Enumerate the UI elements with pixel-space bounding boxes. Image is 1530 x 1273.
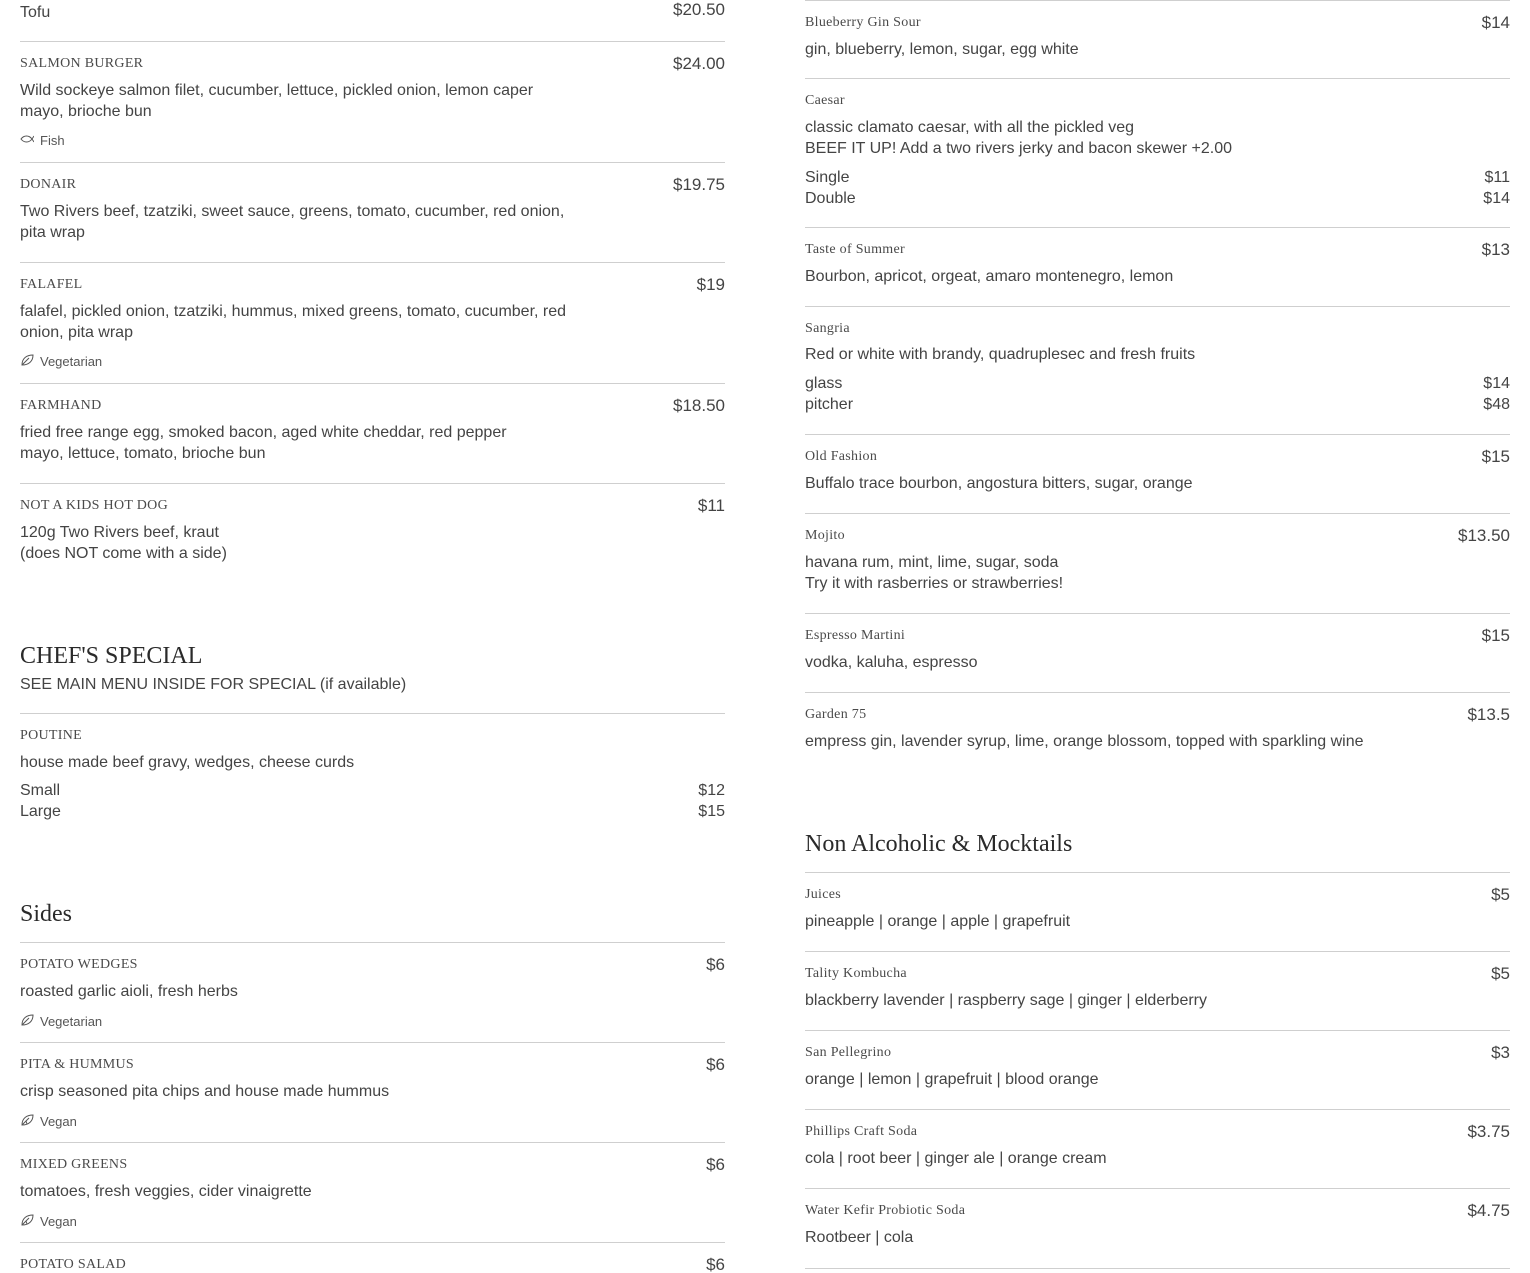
menu-item-garden-75: [805, 692, 1510, 772]
item-description: Bourbon, apricot, orgeat, amaro montenegro, lemon: [805, 268, 1174, 285]
description-line: (does NOT come with a side): [20, 545, 227, 562]
size-options: [20, 780, 725, 822]
item-description: fried free range egg, smoked bacon, aged white cheddar, red pepper mayo, lettuce, tomato, brioche bun: [20, 424, 507, 462]
item-name: Tofu: [20, 4, 51, 21]
item-name: FALAFEL: [20, 277, 83, 292]
variant-row: [20, 801, 725, 822]
menu-item-old-fashion: [805, 434, 1510, 514]
variant-label: Single: [805, 169, 850, 186]
dietary-tag: [20, 1214, 77, 1229]
tag-label: Vegetarian: [40, 1014, 103, 1029]
item-price: $5: [1491, 964, 1510, 983]
description-line: BEEF IT UP! Add a two rivers jerky and bacon skewer +2.00: [805, 140, 1233, 157]
item-description: Rootbeer | cola: [805, 1229, 914, 1246]
menu-item-pita-hummus: [20, 1042, 725, 1143]
menu-item-farmhand: [20, 383, 725, 484]
item-name: NOT A KIDS HOT DOG: [20, 498, 169, 513]
size-options: [805, 167, 1510, 209]
section-title-chefs-special: CHEF'S SPECIAL: [20, 643, 203, 669]
menu-item-water-kefir: [805, 1188, 1510, 1269]
variant-row: [805, 394, 1510, 415]
item-name: Water Kefir Probiotic Soda: [805, 1203, 966, 1218]
item-description: house made beef gravy, wedges, cheese curds: [20, 754, 355, 771]
menu-item-donair: [20, 162, 725, 263]
item-description: cola | root beer | ginger ale | orange cream: [805, 1150, 1107, 1167]
item-description: gin, blueberry, lemon, sugar, egg white: [805, 41, 1079, 58]
leaf-icon: [20, 354, 34, 369]
item-name: Mojito: [805, 528, 845, 543]
item-price: $6: [706, 955, 725, 974]
item-name: SALMON BURGER: [20, 56, 144, 71]
item-name: POUTINE: [20, 728, 82, 743]
menu-item-espresso-martini: [805, 613, 1510, 693]
item-name: DONAIR: [20, 177, 77, 192]
item-price: $20.50: [673, 0, 725, 19]
variant-label: Small: [20, 782, 61, 799]
item-price: $11: [697, 496, 725, 515]
item-name: Garden 75: [805, 707, 867, 722]
item-price: $3: [1491, 1043, 1510, 1062]
item-name: POTATO SALAD: [20, 1257, 127, 1272]
item-name: FARMHAND: [20, 398, 102, 413]
menu-item-falafel: [20, 262, 725, 384]
variant-price: $11: [1484, 169, 1510, 186]
variant-label: glass: [805, 375, 843, 392]
description-line: classic clamato caesar, with all the pickled veg: [805, 119, 1135, 136]
menu-item-poutine: [20, 713, 725, 834]
variant-price: $48: [1483, 396, 1510, 413]
item-name: San Pellegrino: [805, 1045, 892, 1060]
variant-label: Double: [805, 190, 856, 207]
item-name: Taste of Summer: [805, 242, 905, 257]
item-price: $24.00: [673, 54, 725, 73]
variant-row: [20, 780, 725, 801]
menu-item-potato-salad: [20, 1242, 725, 1273]
item-price: $18.50: [673, 396, 725, 415]
menu-item-mixed-greens: [20, 1142, 725, 1243]
menu-item-kombucha: [805, 951, 1510, 1031]
item-name: Old Fashion: [805, 449, 878, 464]
item-name: Blueberry Gin Sour: [805, 15, 921, 30]
menu-item-san-pellegrino: [805, 1030, 1510, 1110]
item-price: $5: [1491, 885, 1510, 904]
item-name: Phillips Craft Soda: [805, 1124, 918, 1139]
leaf-icon: [20, 1014, 34, 1029]
item-description: [805, 552, 1505, 594]
menu-item-salmon-burger: [20, 41, 725, 163]
item-name: Juices: [805, 887, 842, 902]
item-price: $6: [706, 1255, 725, 1273]
section-title-sides: Sides: [20, 901, 73, 927]
item-description: Two Rivers beef, tzatziki, sweet sauce, greens, tomato, cucumber, red onion, pita wrap: [20, 203, 565, 241]
item-description: Red or white with brandy, quadruplesec and fresh fruits: [805, 346, 1196, 363]
dietary-tag: [20, 1014, 102, 1029]
variant-price: $14: [1483, 375, 1510, 392]
item-description: empress gin, lavender syrup, lime, orange blossom, topped with sparkling wine: [805, 733, 1364, 750]
item-price: $13.50: [1458, 526, 1510, 545]
section-subtitle: SEE MAIN MENU INSIDE FOR SPECIAL (if available): [20, 676, 407, 693]
item-price: $19.75: [673, 175, 725, 194]
variant-row: [805, 373, 1510, 394]
size-options: [805, 373, 1510, 415]
item-description: [20, 522, 580, 564]
item-description: [805, 117, 1505, 159]
variant-row: [805, 167, 1510, 188]
item-price: $13.5: [1467, 705, 1510, 724]
item-description: blackberry lavender | raspberry sage | ginger | elderberry: [805, 992, 1207, 1009]
item-price: $14: [1481, 13, 1510, 32]
item-price: $15: [1481, 626, 1510, 645]
item-description: tomatoes, fresh veggies, cider vinaigrette: [20, 1183, 312, 1200]
item-description: Wild sockeye salmon filet, cucumber, lettuce, pickled onion, lemon caper mayo, brioche bun: [20, 82, 534, 120]
item-name: Caesar: [805, 93, 845, 108]
drinks-column: [805, 0, 1510, 1273]
dietary-tag: [20, 354, 102, 369]
description-line: havana rum, mint, lime, sugar, soda: [805, 554, 1059, 571]
dietary-tag: [20, 133, 65, 148]
vegan-leaf-icon: [20, 1214, 34, 1229]
item-description: vodka, kaluha, espresso: [805, 654, 978, 671]
variant-price: $12: [698, 782, 725, 799]
tag-label: Vegan: [40, 1114, 77, 1129]
item-name: PITA & HUMMUS: [20, 1057, 135, 1072]
variant-price: $14: [1483, 190, 1510, 207]
item-name: Espresso Martini: [805, 628, 906, 643]
vegan-leaf-icon: [20, 1114, 34, 1129]
fish-icon: [20, 133, 34, 148]
item-description: Buffalo trace bourbon, angostura bitters, sugar, orange: [805, 475, 1193, 492]
menu-item-tofu: [20, 0, 725, 40]
menu-item-caesar: [805, 78, 1510, 228]
item-description: pineapple | orange | apple | grapefruit: [805, 913, 1071, 930]
item-name: Sangria: [805, 321, 850, 336]
item-price: $19: [696, 275, 725, 294]
item-price: $6: [706, 1155, 725, 1174]
menu-item-hot-dog: [20, 483, 725, 594]
menu-item-juices: [805, 872, 1510, 952]
menu-item-sangria: [805, 306, 1510, 435]
menu-item-taste-of-summer: [805, 227, 1510, 307]
variant-price: $15: [698, 803, 725, 820]
item-name: MIXED GREENS: [20, 1157, 128, 1172]
menu-item-blueberry-gin-sour: [805, 0, 1510, 79]
variant-row: [805, 188, 1510, 209]
item-description: falafel, pickled onion, tzatziki, hummus, mixed greens, tomato, cucumber, red onion, pita wrap: [20, 303, 567, 341]
dietary-tag: [20, 1114, 77, 1129]
menu-item-mojito: [805, 513, 1510, 614]
tag-label: Fish: [40, 133, 65, 148]
description-line: Try it with rasberries or strawberries!: [805, 575, 1064, 592]
item-price: $3.75: [1467, 1122, 1510, 1141]
item-price: $6: [706, 1055, 725, 1074]
tag-label: Vegetarian: [40, 354, 103, 369]
variant-label: pitcher: [805, 396, 854, 413]
item-description: roasted garlic aioli, fresh herbs: [20, 983, 238, 1000]
item-description: crisp seasoned pita chips and house made hummus: [20, 1083, 390, 1100]
description-line: 120g Two Rivers beef, kraut: [20, 524, 219, 541]
food-column: [20, 0, 725, 1273]
menu-item-potato-wedges: [20, 942, 725, 1043]
tag-label: Vegan: [40, 1214, 77, 1229]
item-price: $13: [1481, 240, 1510, 259]
item-name: Tality Kombucha: [805, 966, 907, 981]
item-price: $15: [1481, 447, 1510, 466]
variant-label: Large: [20, 803, 61, 820]
item-description: orange | lemon | grapefruit | blood orange: [805, 1071, 1099, 1088]
item-price: $4.75: [1467, 1201, 1510, 1220]
item-name: POTATO WEDGES: [20, 957, 138, 972]
section-title-non-alcoholic: Non Alcoholic & Mocktails: [805, 831, 1073, 857]
menu-item-phillips-soda: [805, 1109, 1510, 1189]
